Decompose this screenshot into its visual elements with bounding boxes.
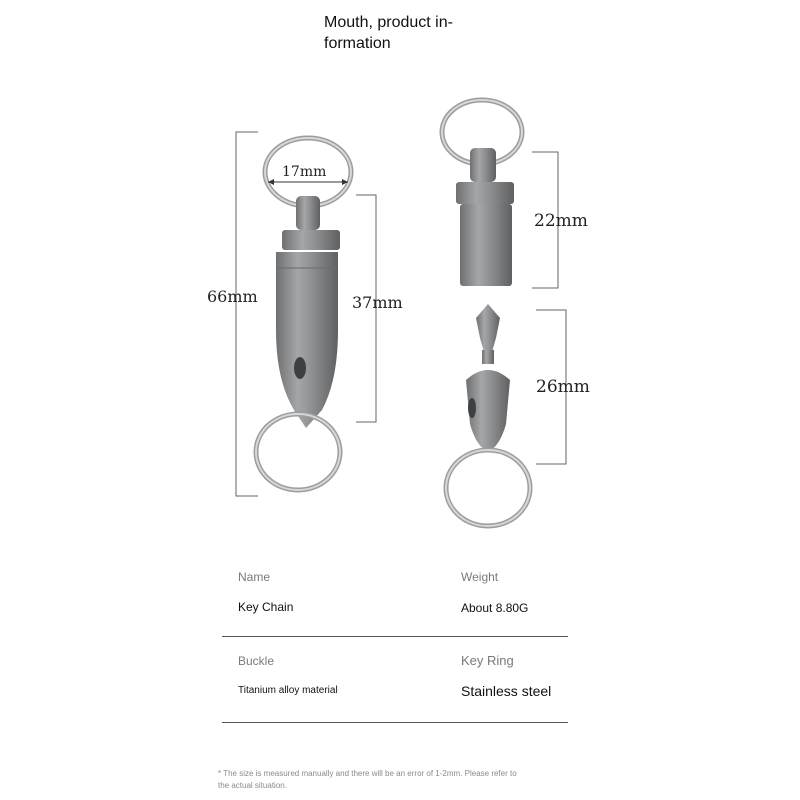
page-title-line-1: Mouth, product in- xyxy=(324,14,453,31)
plug-length-label: 26mm xyxy=(536,377,590,397)
buckle-label: Buckle xyxy=(238,654,275,668)
assembled-keychain-image xyxy=(256,138,351,490)
weight-label: Weight xyxy=(461,570,499,584)
name-value: Key Chain xyxy=(238,600,294,614)
page-title-line-2: formation xyxy=(324,35,391,52)
ring-width-label: 17mm xyxy=(282,164,327,180)
total-length-label: 66mm xyxy=(207,287,258,306)
body-length-label: 37mm xyxy=(352,293,403,312)
footnote-line-2: the actual situation. xyxy=(218,781,287,790)
cap-part-image xyxy=(442,100,522,286)
footnote xyxy=(218,768,598,792)
total-length-bracket xyxy=(236,132,258,496)
buckle-value: Titanium alloy material xyxy=(238,685,338,696)
name-label: Name xyxy=(238,570,271,584)
keyring-value: Stainless steel xyxy=(461,683,552,699)
keyring-label: Key Ring xyxy=(461,653,514,668)
footnote-line-1: * The size is measured manually and there will be an error of 1-2mm. Please refer to xyxy=(218,769,517,778)
weight-value: About 8.80G xyxy=(461,601,529,615)
spec-divider-1 xyxy=(222,636,568,637)
spec-divider-2 xyxy=(222,722,568,723)
cap-length-label: 22mm xyxy=(534,211,588,231)
plug-part-image xyxy=(446,304,530,526)
